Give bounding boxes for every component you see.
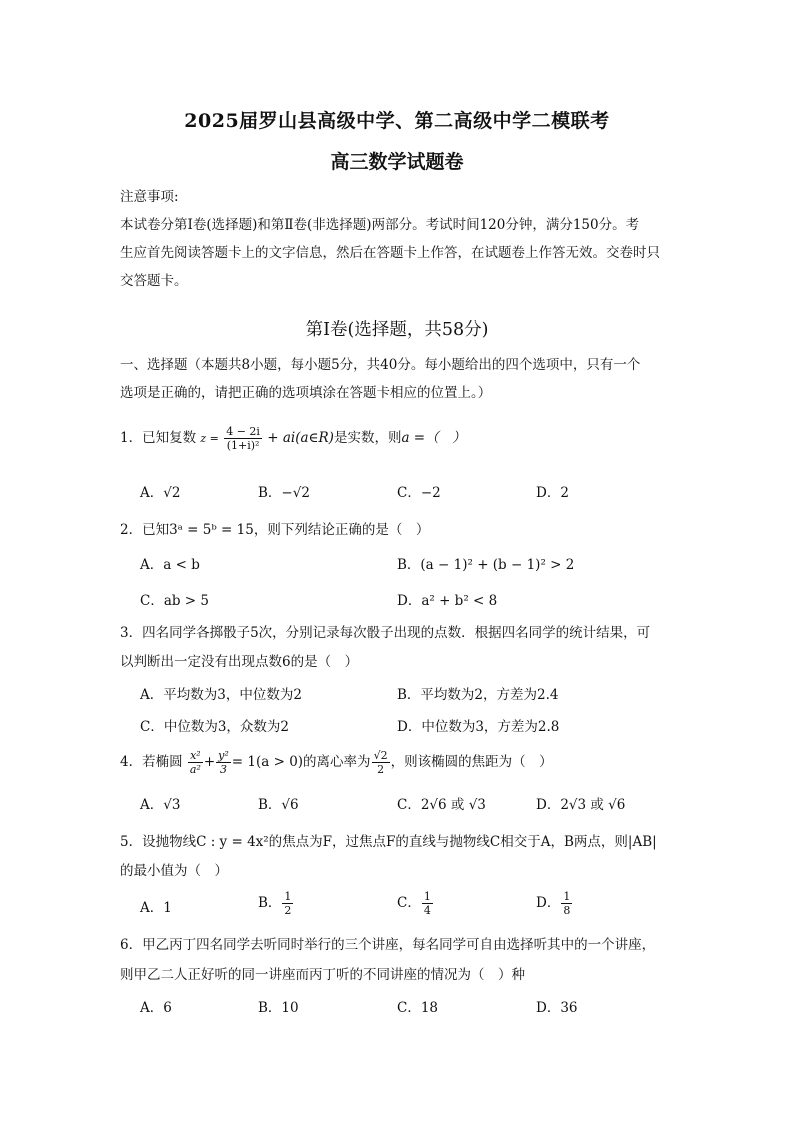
q4-end: ，则该椭圆的焦距为（ ） [390,754,553,770]
q4-a2: a² [189,763,201,776]
q1-option-c: C．−2 [397,485,441,501]
question-6-line-2: 则甲乙二人正好听的同一讲座而丙丁听的不同讲座的情况为（ ）种 [120,967,525,983]
question-5-line-1: 5．设抛物线C : y = 4x²的焦点为F，过焦点F的直线与抛物线C相交于A，B两点，则|AB| [120,834,657,850]
q5-option-d-fraction [561,890,572,917]
q4-option-b: B．√6 [258,797,299,813]
q4-y2: y² [218,749,229,762]
q2-option-a: A．a < b [140,557,200,573]
q4-fraction-y [216,749,231,776]
q1-prefix: 1．已知复数 [120,430,197,446]
q4-sqrt2: √2 [373,749,388,762]
q5-c-den: 4 [423,904,431,917]
q4-two: 2 [377,763,385,776]
section-instruction-1: 一、选择题（本题共8小题，每小题5分，共40分。每小题给出的四个选项中，只有一个 [120,357,641,373]
section-title: 第Ⅰ卷(选择题，共58分) [305,320,489,340]
q4-option-a: A．√3 [140,797,181,813]
q1-option-d: D．2 [536,485,569,501]
section-instruction-2: 选项是正确的，请把正确的选项填涂在答题卡相应的位置上。） [120,385,492,401]
q4-three: 3 [219,763,227,776]
q5-option-b [258,890,294,917]
q1-a: a =（ ） [401,430,466,446]
q1-fraction [224,425,262,452]
q5-option-c-label: C． [397,895,421,911]
q4-fraction-x [188,749,203,776]
question-1 [120,424,680,453]
q5-b-num: 1 [284,890,292,903]
q4-option-d: D．2√3 或 √6 [536,797,626,813]
q2-option-b: B．(a − 1)² + (b − 1)² > 2 [397,557,575,573]
exam-title: 2025届罗山县高级中学、第二高级中学二模联考 [184,110,610,132]
q4-prefix: 4．若椭圆 [120,754,183,770]
q6-option-b: B．10 [258,1000,299,1016]
q5-option-c [397,890,434,917]
q1-numerator: 4 − 2i [226,425,260,438]
notice-line-3: 交答题卡。 [120,273,188,289]
question-3-line-1: 3．四名同学各掷骰子5次，分别记录每次骰子出现的点数．根据四名同学的统计结果，可 [120,625,651,641]
q5-option-b-label: B． [258,895,282,911]
q5-d-num: 1 [563,890,571,903]
q5-option-c-fraction [422,890,433,917]
q5-option-a: A．1 [140,900,172,916]
q2-option-d: D．a² + b² < 8 [397,593,498,609]
question-5-line-2: 的最小值为（ ） [120,863,228,879]
q5-b-den: 2 [284,904,292,917]
q1-end: 是实数，则 [333,430,402,446]
q3-option-a: A．平均数为3，中位数为2 [140,687,302,703]
q6-option-c: C．18 [397,1000,439,1016]
question-3-line-2: 以判断出一定没有出现点数6的是（ ） [120,654,359,670]
q6-option-d: D．36 [536,1000,578,1016]
q4-fraction-e [372,749,390,776]
q4-x2: x² [188,749,203,763]
q5-d-den: 8 [563,904,571,917]
q3-option-d: D．中位数为3，方差为2.8 [397,719,560,735]
q6-option-a: A．6 [140,1000,172,1016]
question-2: 2．已知3ᵃ = 5ᵇ = 15，则下列结论正确的是（ ） [120,522,430,538]
exam-subtitle: 高三数学试题卷 [330,151,464,173]
q1-denominator: (1+i)² [226,439,260,452]
q1-z: z = [200,432,219,445]
notice-line-1: 本试卷分第Ⅰ卷(选择题)和第Ⅱ卷(非选择题)两部分。考试时间120分钟，满分150分。考 [120,217,640,233]
q4-plus: + [203,754,216,770]
q5-option-b-fraction [282,890,293,917]
q3-option-b: B．平均数为2，方差为2.4 [397,687,559,703]
q4-eq: = 1(a > 0)的离心率为 [231,754,371,770]
q1-tail: + ai(a∈R) [267,430,334,446]
q5-option-d-label: D． [536,895,561,911]
q5-c-num: 1 [423,890,431,903]
question-4 [120,746,680,778]
q2-option-c: C．ab > 5 [140,593,210,609]
notice-line-2: 生应首先阅读答题卡上的文字信息，然后在答题卡上作答，在试题卷上作答无效。交卷时只 [120,245,660,261]
q1-option-a: A．√2 [140,485,181,501]
notice-heading: 注意事项: [120,189,179,205]
q3-option-c: C．中位数为3，众数为2 [140,719,290,735]
q4-option-c: C．2√6 或 √3 [397,797,486,813]
q1-option-b: B．−√2 [258,485,310,501]
question-6-line-1: 6．甲乙丙丁四名同学去听同时举行的三个讲座，每名同学可自由选择听其中的一个讲座， [120,937,656,953]
q5-option-d [536,890,573,917]
